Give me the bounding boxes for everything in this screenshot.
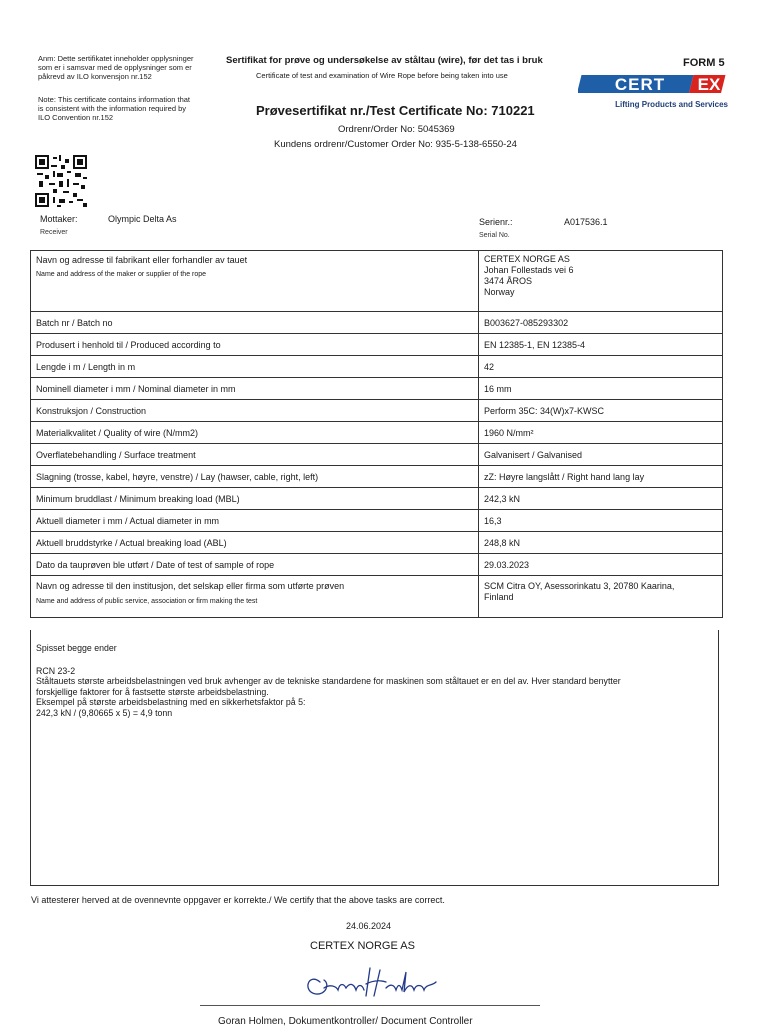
handwritten-signature [300, 962, 450, 1002]
customer-order-number: Kundens ordrenr/Customer Order No: 935-5-138-6550-24 [274, 139, 517, 150]
certex-logo-mark [578, 73, 728, 95]
maker-label-cell: Navn og adresse til fabrikant eller forhandler av tauet Name and address of the maker or supplier of the rope [31, 251, 479, 312]
maker-value-cell: CERTEX NORGE AS Johan Follestads vei 6 3474 ÅROS Norway [479, 251, 723, 312]
table-row: Produsert i henhold til / Produced according to EN 12385-1, EN 12385-4 [31, 334, 723, 356]
serial-label: Serienr.: [479, 217, 513, 227]
table-row: Lengde i m / Length in m 42 [31, 356, 723, 378]
signature-line [200, 1005, 540, 1006]
form-number: FORM 5 [683, 57, 725, 69]
receiver-label-english: Receiver [40, 229, 68, 236]
serial-value: A017536.1 [564, 217, 608, 227]
receiver-label: Mottaker: [40, 214, 78, 224]
certificate-title-norwegian: Sertifikat for prøve og undersøkelse av ståltau (wire), før det tas i bruk [226, 55, 543, 66]
table-row: Aktuell bruddstyrke / Actual breaking load (ABL) 248,8 kN [31, 532, 723, 554]
certex-logo-lettering: CERT [614, 75, 666, 94]
ilo-note-english: Note: This certificate contains information that is consistent with the information required by ILO Convention nr.152 [38, 95, 191, 122]
table-row: Aktuell diameter i mm / Actual diameter in mm 16,3 [31, 510, 723, 532]
institution-label-cell: Navn og adresse til den institusjon, det selskap eller firma som utførte prøven Name and address of public service, association or firm making the test [31, 576, 479, 618]
receiver-value: Olympic Delta As [108, 214, 177, 224]
certificate-title-english: Certificate of test and examination of Wire Rope before being taken into use [256, 71, 508, 80]
table-row: Minimum bruddlast / Minimum breaking load (MBL) 242,3 kN [31, 488, 723, 510]
test-institution-row [31, 576, 723, 618]
table-row: Konstruksjon / Construction Perform 35C: 34(W)x7-KWSC [31, 400, 723, 422]
serial-label-english: Serial No. [479, 232, 510, 239]
signature-company: CERTEX NORGE AS [310, 940, 415, 952]
table-row: Slagning (trosse, kabel, høyre, venstre) / Lay (hawser, cable, right, left) zZ: Høyre langslått / Right hand lang lay [31, 466, 723, 488]
signer-name: Goran Holmen, Dokumentkontroller/ Document Controller [218, 1016, 473, 1027]
remarks-line: Eksempel på største arbeidsbelastning med en sikkerhetsfaktor på 5: [36, 697, 306, 707]
table-row: Batch nr / Batch no B003627-085293302 [31, 312, 723, 334]
certificate-table [30, 250, 723, 618]
remarks-line: 242,3 kN / (9,80665 x 5) = 4,9 tonn [36, 707, 173, 718]
remarks-line: forskjellige faktorer for å fastsette største arbeidsbelastning. [36, 686, 269, 697]
certificate-number: Prøvesertifikat nr./Test Certificate No: 710221 [256, 103, 535, 118]
order-number: Ordrenr/Order No: 5045369 [338, 124, 455, 135]
remarks-line: Spisset begge ender [36, 643, 117, 653]
remarks-line: Ståltauets største arbeidsbelastningen ved bruk avhenger av de tekniske standardene for maskinen som ståltauet er en del av. Hver standard benytter [36, 676, 621, 686]
certex-logo [578, 73, 728, 109]
svg-text:EX: EX [697, 75, 721, 94]
institution-value-cell: SCM Citra OY, Asessorinkatu 3, 20780 Kaarina, Finland [479, 576, 723, 618]
table-row: Dato da tauprøven ble utført / Date of test of sample of rope 29.03.2023 [31, 554, 723, 576]
table-row: Overflatebehandling / Surface treatment Galvanisert / Galvanised [31, 444, 723, 466]
remarks-box [30, 630, 719, 886]
signature-date: 24.06.2024 [346, 921, 392, 931]
table-row: Nominell diameter i mm / Nominal diameter in mm 16 mm [31, 378, 723, 400]
maker-row [31, 251, 723, 312]
attestation-text: Vi attesterer herved at de ovennevnte oppgaver er korrekte./ We certify that the above tasks are correct. [31, 895, 445, 905]
qr-code [35, 155, 87, 207]
remarks-line: RCN 23-2 [36, 665, 76, 676]
table-row: Materialkvalitet / Quality of wire (N/mm2) 1960 N/mm² [31, 422, 723, 444]
logo-tagline: Lifting Products and Services [615, 100, 728, 109]
ilo-note-norwegian: Anm: Dette sertifikatet inneholder opplysninger som er i samsvar med de opplysninger som er påkrevd av ILO konvensjon nr.152 [38, 54, 194, 81]
